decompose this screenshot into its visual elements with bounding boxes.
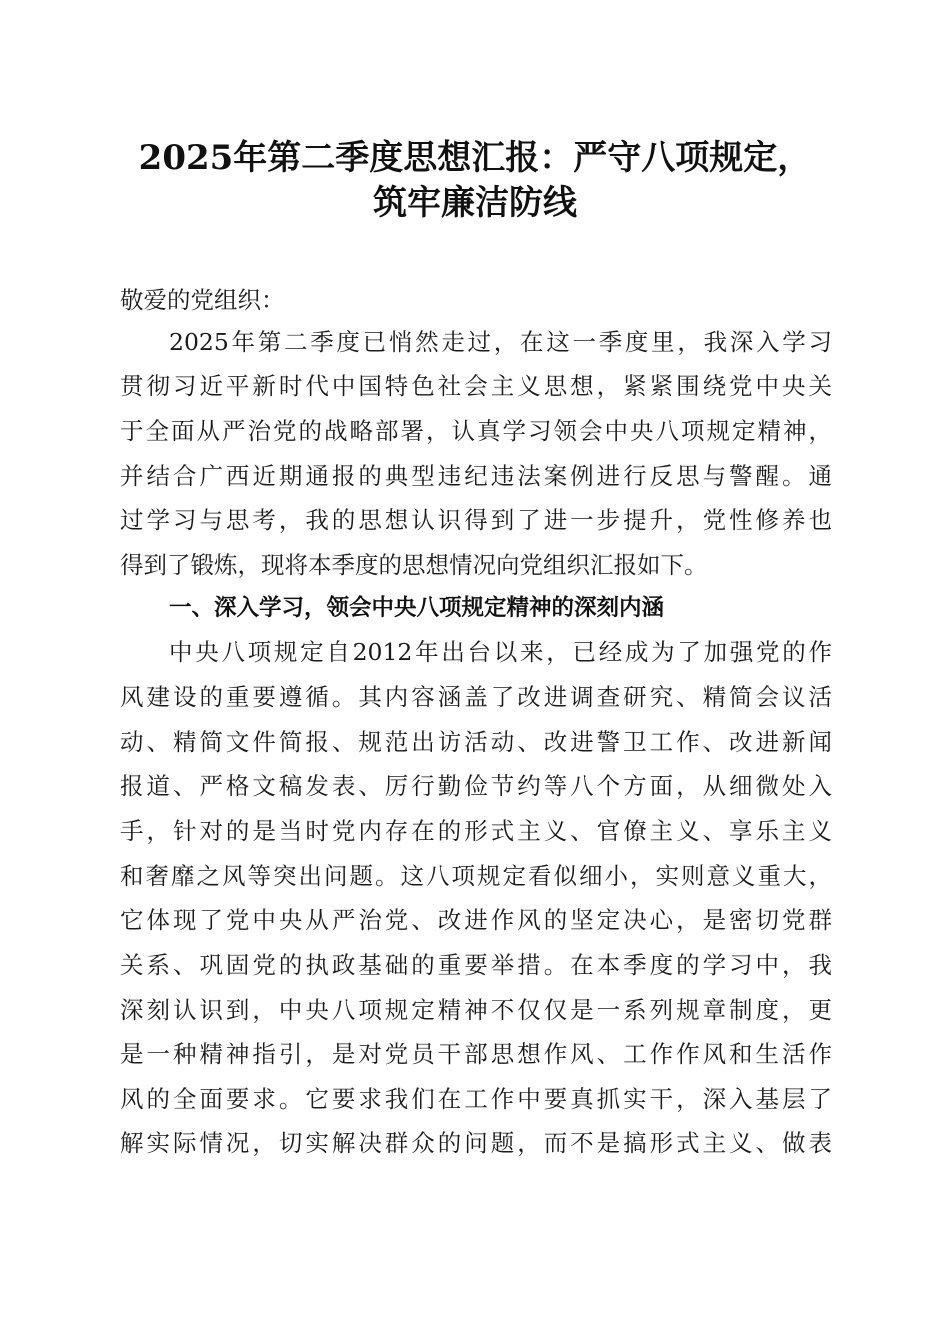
paragraph-2-line: 和奢靡之风等突出问题。这八项规定看似细小，实则意义重大，: [120, 862, 832, 890]
paragraph-2-line: 手，针对的是当时党内存在的形式主义、官僚主义、享乐主义: [120, 817, 832, 845]
paragraph-2-line: 报道、严格文稿发表、厉行勤俭节约等八个方面，从细微处入: [120, 772, 832, 800]
paragraph-1-line: 于全面从严治党的战略部署，认真学习领会中央八项规定精神，: [120, 417, 832, 445]
document-title-line-2: 筑牢廉洁防线: [373, 183, 577, 223]
paragraph-2-line: 关系、巩固党的执政基础的重要举措。在本季度的学习中，我: [120, 951, 832, 979]
paragraph-1-line: 过学习与思考，我的思想认识得到了进一步提升，党性修养也: [120, 506, 832, 534]
paragraph-2-line: 风的全面要求。它要求我们在工作中要真抓实干，深入基层了: [120, 1085, 832, 1113]
paragraph-2-line: 风建设的重要遵循。其内容涵盖了改进调查研究、精简会议活: [120, 683, 832, 711]
paragraph-2-line: 是一种精神指引，是对党员干部思想作风、工作作风和生活作: [120, 1040, 832, 1068]
paragraph-2-line: 解实际情况，切实解决群众的问题，而不是搞形式主义、做表: [120, 1129, 832, 1157]
paragraph-1-line: 并结合广西近期通报的典型违纪违法案例进行反思与警醒。通: [120, 462, 832, 490]
document-title-line-1: 2025年第二季度思想汇报：严守八项规定，: [138, 138, 812, 178]
paragraph-1-line: 2025年第二季度已悄然走过，在这一季度里，我深入学习: [169, 328, 832, 356]
paragraph-2-line: 中央八项规定自2012年出台以来，已经成为了加强党的作: [169, 638, 832, 666]
paragraph-2-line: 深刻认识到，中央八项规定精神不仅仅是一系列规章制度，更: [120, 996, 832, 1024]
paragraph-2-line: 它体现了党中央从严治党、改进作风的坚定决心，是密切党群: [120, 906, 832, 934]
paragraph-1-line: 得到了锻炼，现将本季度的思想情况向党组织汇报如下。: [120, 551, 708, 579]
paragraph-1-line: 贯彻习近平新时代中国特色社会主义思想，紧紧围绕党中央关: [120, 372, 832, 400]
salutation: 敬爱的党组织：: [120, 286, 285, 314]
paragraph-2-line: 动、精简文件简报、规范出访活动、改进警卫工作、改进新闻: [120, 728, 832, 756]
section-heading-1: 一、深入学习，领会中央八项规定精神的深刻内涵: [169, 595, 665, 621]
